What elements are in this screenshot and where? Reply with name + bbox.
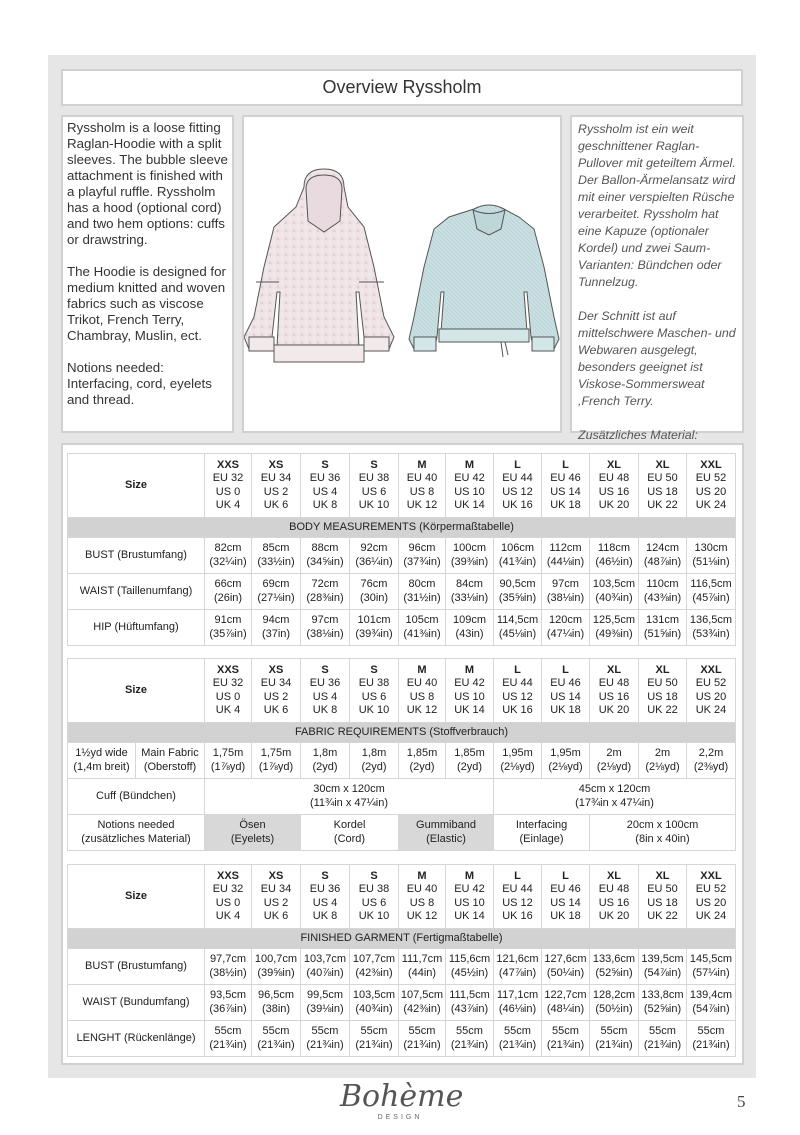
row-label: WAIST (Bundumfang) [68, 985, 205, 1021]
cell: 97cm (38⅛in) [542, 574, 590, 610]
cell: 103,5cm (40¾in) [590, 574, 639, 610]
intro-en-paragraph: The Hoodie is designed for medium knitted and woven fabrics such as viscose Trikot, French Terry, Chambray, Muslin, ect. [67, 264, 226, 343]
cell: 1,8m (2yd) [301, 743, 350, 779]
cell: 72cm (28⅜in) [301, 574, 350, 610]
cell: 76cm (30in) [350, 574, 399, 610]
intro-en-paragraph: Notions needed: Interfacing, cord, eyelets and thread. [67, 360, 212, 407]
table-row [68, 574, 736, 610]
cell: 118cm (46½in) [590, 538, 639, 574]
size-col: XL EU 48 US 16 UK 20 [590, 659, 639, 723]
size-col: M EU 42 US 10 UK 14 [446, 865, 494, 929]
size-col: XL EU 50 US 18 UK 22 [639, 865, 687, 929]
cell: 110cm (43⅜in) [639, 574, 687, 610]
cell: 139,5cm (54⅞in) [639, 949, 687, 985]
brand-logo [340, 1079, 464, 1125]
size-col: XS EU 34 US 2 UK 6 [252, 454, 301, 518]
fabric-width-label: 1½yd wide (1,4m breit) [68, 743, 136, 779]
intro-en-paragraph: Ryssholm is a loose fitting Raglan-Hoodie with a split sleeves. The bubble sleeve attachment is finished with a playful ruffle. Ryssholm has a hood (optional cord) and two hem options: cuffs or drawstring. [67, 120, 228, 247]
cell: 1,8m (2yd) [350, 743, 399, 779]
body-measurements-table [67, 453, 736, 646]
row-label: HIP (Hüftumfang) [68, 610, 205, 646]
cell: 91cm (35⅞in) [205, 610, 252, 646]
hoodie-left [244, 169, 394, 362]
cell: 131cm (51⅝in) [639, 610, 687, 646]
notion-cord: Kordel (Cord) [301, 815, 399, 851]
cell: 55cm (21¾in) [542, 1021, 590, 1057]
cell: 111,5cm (43⅞in) [446, 985, 494, 1021]
section-title: FINISHED GARMENT (Fertigmaßtabelle) [68, 929, 736, 949]
size-col: L EU 46 US 14 UK 18 [542, 454, 590, 518]
page-number: 5 [737, 1092, 746, 1111]
notions-label: Notions needed (zusätzliches Material) [68, 815, 205, 851]
cell: 99,5cm (39⅛in) [301, 985, 350, 1021]
size-col: S EU 38 US 6 UK 10 [350, 865, 399, 929]
size-col: XL EU 50 US 18 UK 22 [639, 454, 687, 518]
cell: 128,2cm (50½in) [590, 985, 639, 1021]
notion-elastic: Gummiband (Elastic) [399, 815, 494, 851]
size-col: L EU 46 US 14 UK 18 [542, 659, 590, 723]
finished-garment-table [67, 864, 736, 1057]
size-col: XS EU 34 US 2 UK 6 [252, 865, 301, 929]
cell: 120cm (47¼in) [542, 610, 590, 646]
cell: 122,7cm (48¼in) [542, 985, 590, 1021]
cell: 93,5cm (36⅞in) [205, 985, 252, 1021]
row-label: LENGHT (Rückenlänge) [68, 1021, 205, 1057]
section-title: FABRIC REQUIREMENTS (Stoffverbrauch) [68, 723, 736, 743]
cell: 2m (2⅛yd) [590, 743, 639, 779]
size-col: S EU 38 US 6 UK 10 [350, 454, 399, 518]
cell: 1,95m (2⅛yd) [542, 743, 590, 779]
size-label: Size [68, 659, 205, 723]
size-header-row [68, 865, 736, 929]
logo-script: Bohème [340, 1079, 464, 1114]
cell: 90,5cm (35⅝in) [494, 574, 542, 610]
cell: 1,75m (1⅞yd) [205, 743, 252, 779]
cell: 133,8cm (52⅝in) [639, 985, 687, 1021]
row-label: WAIST (Taillenumfang) [68, 574, 205, 610]
cell: 109cm (43in) [446, 610, 494, 646]
notion-eyelets: Ösen (Eyelets) [205, 815, 301, 851]
hoodie-drawing [244, 117, 560, 431]
cell: 130cm (51⅛in) [687, 538, 736, 574]
cell: 55cm (21¾in) [687, 1021, 736, 1057]
cell: 121,6cm (47⅞in) [494, 949, 542, 985]
intro-de-paragraph: Ryssholm ist ein weit geschnittener Raglan-Pullover mit geteiltem Ärmel. Der Ballon-Ärmelansatz wird mit einer verspielten Rüsche verarbeitet. Ryssholm hat eine Kapuze (optionaler Kordel) und zwei Saum-Varianten: Bündchen oder Tunnelzug. [578, 122, 736, 289]
size-col: XXS EU 32 US 0 UK 4 [205, 454, 252, 518]
cell: 66cm (26in) [205, 574, 252, 610]
cell: 96,5cm (38in) [252, 985, 301, 1021]
size-col: S EU 38 US 6 UK 10 [350, 659, 399, 723]
row-label: BUST (Brustumfang) [68, 949, 205, 985]
cuff-label: Cuff (Bündchen) [68, 779, 205, 815]
cell: 2,2m (2⅜yd) [687, 743, 736, 779]
size-col: L EU 44 US 12 UK 16 [494, 659, 542, 723]
size-header-row [68, 659, 736, 723]
size-col: M EU 40 US 8 UK 12 [399, 865, 446, 929]
cell: 55cm (21¾in) [252, 1021, 301, 1057]
intro-german [570, 115, 744, 442]
table-row [68, 538, 736, 574]
cell: 55cm (21¾in) [446, 1021, 494, 1057]
cell: 106cm (41¾in) [494, 538, 542, 574]
size-col: XS EU 34 US 2 UK 6 [252, 659, 301, 723]
size-col: M EU 40 US 8 UK 12 [399, 454, 446, 518]
section-title: BODY MEASUREMENTS (Körpermaßtabelle) [68, 518, 736, 538]
cell: 133,6cm (52⅝in) [590, 949, 639, 985]
cell: 112cm (44⅛in) [542, 538, 590, 574]
size-col: M EU 42 US 10 UK 14 [446, 659, 494, 723]
size-col: M EU 42 US 10 UK 14 [446, 454, 494, 518]
hoodie-right [409, 205, 559, 357]
section-row [68, 929, 736, 949]
cell: 101cm (39¾in) [350, 610, 399, 646]
size-col: XL EU 48 US 16 UK 20 [590, 454, 639, 518]
cell: 117,1cm (46⅛in) [494, 985, 542, 1021]
cell: 1,85m (2yd) [446, 743, 494, 779]
main-fabric-label: Main Fabric (Oberstoff) [136, 743, 205, 779]
intro-de-paragraph: Zusätzliches Material: [578, 428, 698, 442]
logo-subtitle: DESIGN [377, 1114, 423, 1121]
cell: 88cm (34⅝in) [301, 538, 350, 574]
fabric-requirements-table [67, 658, 736, 851]
size-col: L EU 46 US 14 UK 18 [542, 865, 590, 929]
cell: 105cm (41⅜in) [399, 610, 446, 646]
section-row [68, 723, 736, 743]
table-row [68, 949, 736, 985]
size-col: L EU 44 US 12 UK 16 [494, 865, 542, 929]
size-col: XXS EU 32 US 0 UK 4 [205, 865, 252, 929]
cell: 100,7cm (39⅝in) [252, 949, 301, 985]
size-col: XL EU 50 US 18 UK 22 [639, 659, 687, 723]
hoodie-illustration [242, 115, 562, 433]
cell: 94cm (37in) [252, 610, 301, 646]
cell: 127,6cm (50¼in) [542, 949, 590, 985]
size-label: Size [68, 454, 205, 518]
cell: 136,5cm (53¾in) [687, 610, 736, 646]
size-col: XXL EU 52 US 20 UK 24 [687, 659, 736, 723]
cell: 97,7cm (38½in) [205, 949, 252, 985]
section-row [68, 518, 736, 538]
table-row [68, 1021, 736, 1057]
cell: 69cm (27⅛in) [252, 574, 301, 610]
cuff-large-sizes: 45cm x 120cm (17¾in x 47¼in) [494, 779, 736, 815]
page-title: Overview Ryssholm [61, 69, 743, 106]
cell: 55cm (21¾in) [205, 1021, 252, 1057]
cell: 124cm (48⅞in) [639, 538, 687, 574]
cell: 111,7cm (44in) [399, 949, 446, 985]
cell: 125,5cm (49⅜in) [590, 610, 639, 646]
cuff-small-sizes: 30cm x 120cm (11¾in x 47¼in) [205, 779, 494, 815]
size-col: XXL EU 52 US 20 UK 24 [687, 454, 736, 518]
table-row [68, 985, 736, 1021]
cell: 55cm (21¾in) [399, 1021, 446, 1057]
size-col: XL EU 48 US 16 UK 20 [590, 865, 639, 929]
cell: 82cm (32¼in) [205, 538, 252, 574]
cell: 115,6cm (45½in) [446, 949, 494, 985]
cell: 1,95m (2⅛yd) [494, 743, 542, 779]
cell: 139,4cm (54⅞in) [687, 985, 736, 1021]
cell: 1,75m (1⅞yd) [252, 743, 301, 779]
intro-de-paragraph: Der Schnitt ist auf mittelschwere Maschen- und Webwaren ausgelegt, besonders geeignet ist Viskose-Sommersweat ,French Terry. [578, 309, 736, 408]
cell: 107,7cm (42⅜in) [350, 949, 399, 985]
size-col: L EU 44 US 12 UK 16 [494, 454, 542, 518]
cell: 145,5cm (57¼in) [687, 949, 736, 985]
notions-row [68, 815, 736, 851]
cell: 114,5cm (45⅛in) [494, 610, 542, 646]
cell: 55cm (21¾in) [590, 1021, 639, 1057]
cell: 55cm (21¾in) [494, 1021, 542, 1057]
cell: 92cm (36¼in) [350, 538, 399, 574]
cell: 55cm (21¾in) [350, 1021, 399, 1057]
size-col: S EU 36 US 4 UK 8 [301, 659, 350, 723]
cell: 103,7cm (40⅞in) [301, 949, 350, 985]
size-col: S EU 36 US 4 UK 8 [301, 454, 350, 518]
main-fabric-row [68, 743, 736, 779]
cell: 100cm (39⅜in) [446, 538, 494, 574]
cell: 103,5cm (40¾in) [350, 985, 399, 1021]
size-col: XXS EU 32 US 0 UK 4 [205, 659, 252, 723]
notion-interfacing-size: 20cm x 100cm (8in x 40in) [590, 815, 736, 851]
table-row [68, 610, 736, 646]
cell: 55cm (21¾in) [639, 1021, 687, 1057]
size-col: XXL EU 52 US 20 UK 24 [687, 865, 736, 929]
cell: 96cm (37¾in) [399, 538, 446, 574]
size-header-row [68, 454, 736, 518]
size-col: M EU 40 US 8 UK 12 [399, 659, 446, 723]
size-col: S EU 36 US 4 UK 8 [301, 865, 350, 929]
cell: 2m (2⅛yd) [639, 743, 687, 779]
cell: 1,85m (2yd) [399, 743, 446, 779]
cell: 97cm (38⅛in) [301, 610, 350, 646]
cell: 107,5cm (42⅜in) [399, 985, 446, 1021]
cuff-row [68, 779, 736, 815]
cell: 84cm (33⅛in) [446, 574, 494, 610]
row-label: BUST (Brustumfang) [68, 538, 205, 574]
intro-english [61, 115, 234, 433]
size-label: Size [68, 865, 205, 929]
cell: 85cm (33½in) [252, 538, 301, 574]
cell: 80cm (31½in) [399, 574, 446, 610]
notion-interfacing: Interfacing (Einlage) [494, 815, 590, 851]
cell: 116,5cm (45⅞in) [687, 574, 736, 610]
cell: 55cm (21¾in) [301, 1021, 350, 1057]
